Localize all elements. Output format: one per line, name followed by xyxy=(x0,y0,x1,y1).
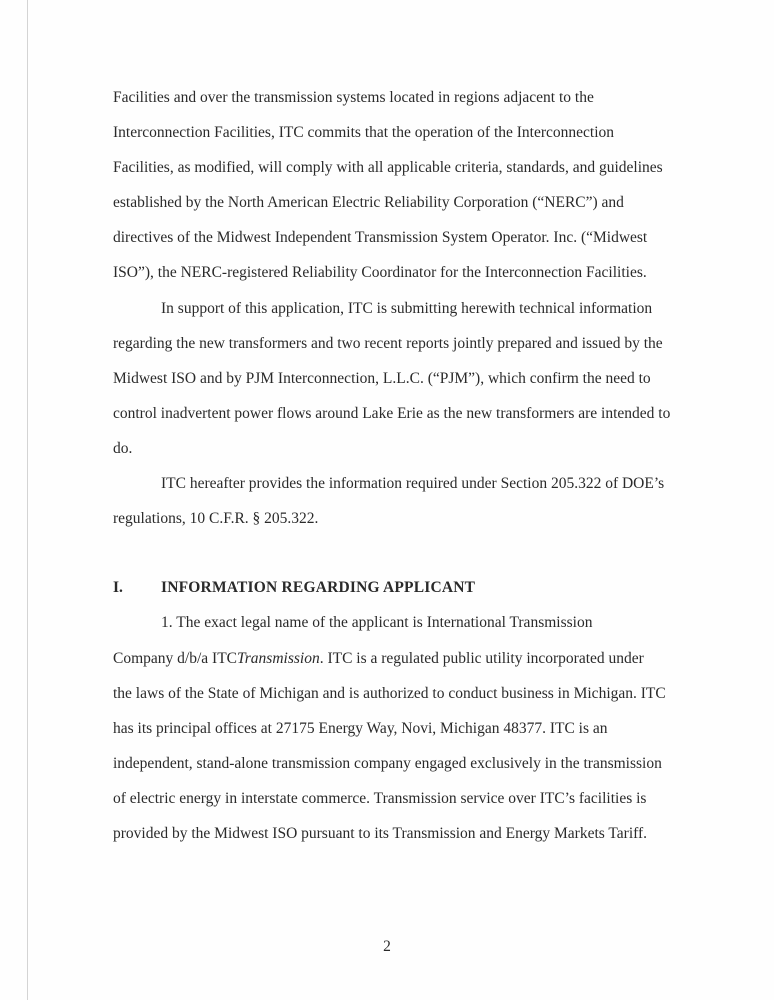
page-number: 2 xyxy=(383,938,391,955)
body-line: Facilities, as modified, will comply with all applicable criteria, standards, and guidelines xyxy=(113,159,663,176)
body-line: independent, stand-alone transmission company engaged exclusively in the transmission xyxy=(113,755,662,772)
company-prefix: ITC xyxy=(212,650,237,667)
body-line: regarding the new transformers and two recent reports jointly prepared and issued by the xyxy=(113,335,663,352)
section-heading: INFORMATION REGARDING APPLICANT xyxy=(161,579,476,596)
body-line: do. xyxy=(113,440,133,457)
italic-brand-name: Transmission xyxy=(237,650,320,667)
scan-edge-line xyxy=(27,0,28,1000)
body-line: provided by the Midwest ISO pursuant to its Transmission and Energy Markets Tariff. xyxy=(113,825,648,842)
body-line: directives of the Midwest Independent Transmission System Operator. Inc. (“Midwest xyxy=(113,229,648,246)
body-line: Midwest ISO and by PJM Interconnection, L.L.C. (“PJM”), which confirm the need to xyxy=(113,370,651,387)
body-line: the laws of the State of Michigan and is authorized to conduct business in Michigan. ITC xyxy=(113,685,666,702)
section-number: I. xyxy=(113,579,123,596)
body-line: Interconnection Facilities, ITC commits that the operation of the Interconnection xyxy=(113,124,615,141)
body-line: has its principal offices at 27175 Energy Way, Novi, Michigan 48377. ITC is an xyxy=(113,720,608,737)
body-line: control inadvertent power flows around Lake Erie as the new transformers are intended to xyxy=(113,405,671,422)
text-run: Company d/b/a xyxy=(113,650,213,667)
body-line: of electric energy in interstate commerce. Transmission service over ITC’s facilities is xyxy=(113,790,647,807)
paragraph-first-line: ITC hereafter provides the information required under Section 205.322 of DOE’s xyxy=(161,475,665,492)
body-line: established by the North American Electric Reliability Corporation (“NERC”) and xyxy=(113,194,624,211)
numbered-paragraph-first-line: 1. The exact legal name of the applicant is International Transmission xyxy=(161,614,593,631)
text-run: . ITC is a regulated public utility incorporated under xyxy=(319,650,644,667)
body-line: Facilities and over the transmission systems located in regions adjacent to the xyxy=(113,89,594,106)
body-line xyxy=(113,649,644,669)
body-line: ISO”), the NERC-registered Reliability Coordinator for the Interconnection Facilities. xyxy=(113,264,647,281)
paragraph-first-line: In support of this application, ITC is submitting herewith technical information xyxy=(161,300,653,317)
body-line: regulations, 10 C.F.R. § 205.322. xyxy=(113,510,319,527)
